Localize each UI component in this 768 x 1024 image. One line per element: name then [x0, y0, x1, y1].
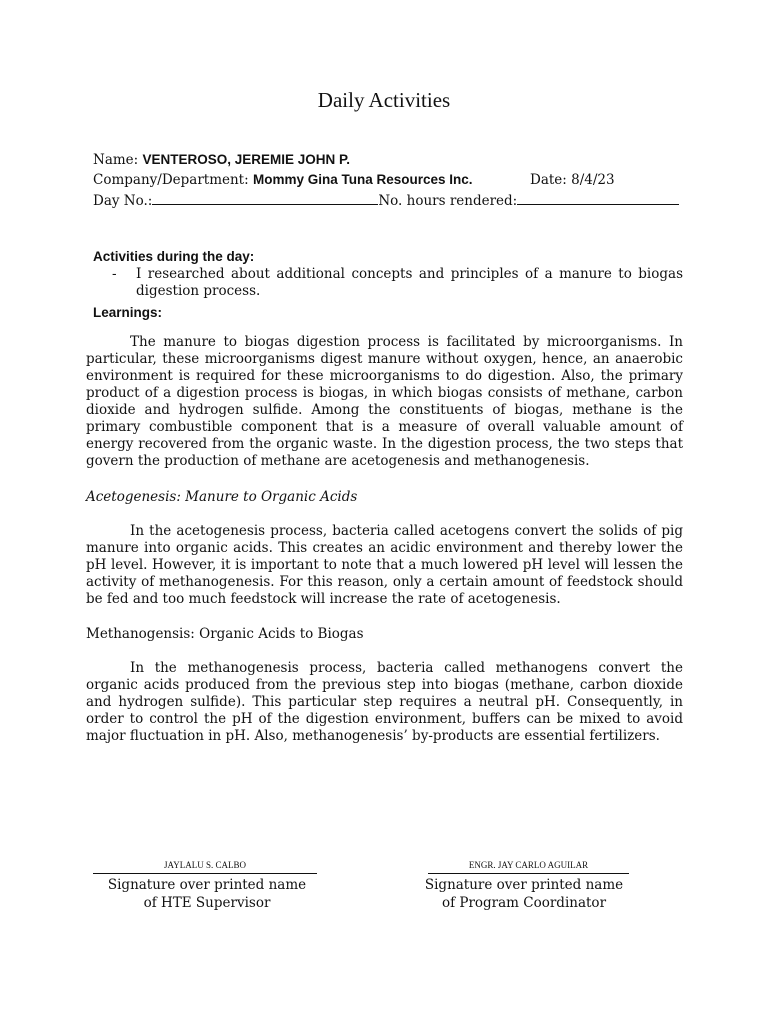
- company-label: Company/Department:: [93, 172, 249, 188]
- program-coordinator-caption-line2: of Program Coordinator: [441, 895, 607, 911]
- name-value: VENTEROSO, JEREMIE JOHN P.: [142, 152, 351, 167]
- methanogenesis-heading: Methanogensis: Organic Acids to Biogas: [86, 626, 364, 642]
- activity-text: I researched about additional concepts and principles of a manure to biogas digestion process.: [136, 266, 683, 299]
- company-value: Mommy Gina Tuna Resources Inc.: [252, 172, 473, 187]
- hours-label: No. hours rendered:: [378, 193, 518, 209]
- hte-supervisor-caption-line2: of HTE Supervisor: [143, 895, 271, 911]
- page-title: Daily Activities: [317, 88, 451, 112]
- hours-blank-line: [517, 192, 679, 205]
- dayno-blank-line: [152, 192, 378, 205]
- learnings-intro-paragraph: The manure to biogas digestion process is facilitated by microorganisms. In particular, these microorganisms digest manure without oxygen, hence, an anaerobic environment is required for these microorganisms to do digestion. Also, the primary product of a digestion process is biogas, in which biogas consists of methane, carbon dioxide and hydrogen sulfide. Among the constituents of biogas, methane is the primary combustible component that is a measure of overall valuable amount of energy recovered from the organic waste. In the digestion process, the two steps that govern the production of methane are acetogenesis and methanogenesis.: [86, 334, 683, 469]
- program-coordinator-printed-name: ENGR. JAY CARLO AGUILAR: [468, 860, 589, 870]
- date-field: Date: 8/4/23: [530, 172, 615, 188]
- activity-item: [108, 266, 683, 300]
- acetogenesis-heading: Acetogenesis: Manure to Organic Acids: [86, 489, 358, 505]
- bullet-dash: -: [112, 266, 117, 282]
- program-coordinator-caption: [414, 876, 634, 912]
- activities-heading: Activities during the day:: [93, 249, 255, 264]
- hte-supervisor-signature-line: [93, 873, 317, 874]
- program-coordinator-caption-line1: Signature over printed name: [424, 877, 624, 893]
- program-coordinator-signature-line: [428, 873, 629, 874]
- hte-supervisor-printed-name: JAYLALU S. CALBO: [164, 860, 246, 870]
- acetogenesis-paragraph: In the acetogenesis process, bacteria called acetogens convert the solids of pig manure into organic acids. This creates an acidic environment and thereby lower the pH level. However, it is important to note that a much lowered pH level will lessen the activity of methanogenesis. For this reason, only a certain amount of feedstock should be fed and too much feedstock will increase the rate of acetogenesis.: [86, 523, 683, 607]
- dayno-row: [93, 192, 679, 209]
- company-row: [93, 172, 473, 188]
- dayno-label: Day No.:: [93, 193, 153, 209]
- hte-supervisor-caption-line1: Signature over printed name: [107, 877, 307, 893]
- name-row: [93, 152, 350, 168]
- name-label: Name:: [93, 152, 139, 168]
- hte-supervisor-caption: [93, 876, 321, 912]
- methanogenesis-paragraph: In the methanogenesis process, bacteria called methanogens convert the organic acids produced from the previous step into biogas (methane, carbon dioxide and hydrogen sulfide). This particular step requires a neutral pH. Consequently, in order to control the pH of the digestion environment, buffers can be mixed to avoid major fluctuation in pH. Also, methanogenesis’ by-products are essential fertilizers.: [86, 660, 683, 744]
- learnings-heading: Learnings:: [93, 305, 163, 320]
